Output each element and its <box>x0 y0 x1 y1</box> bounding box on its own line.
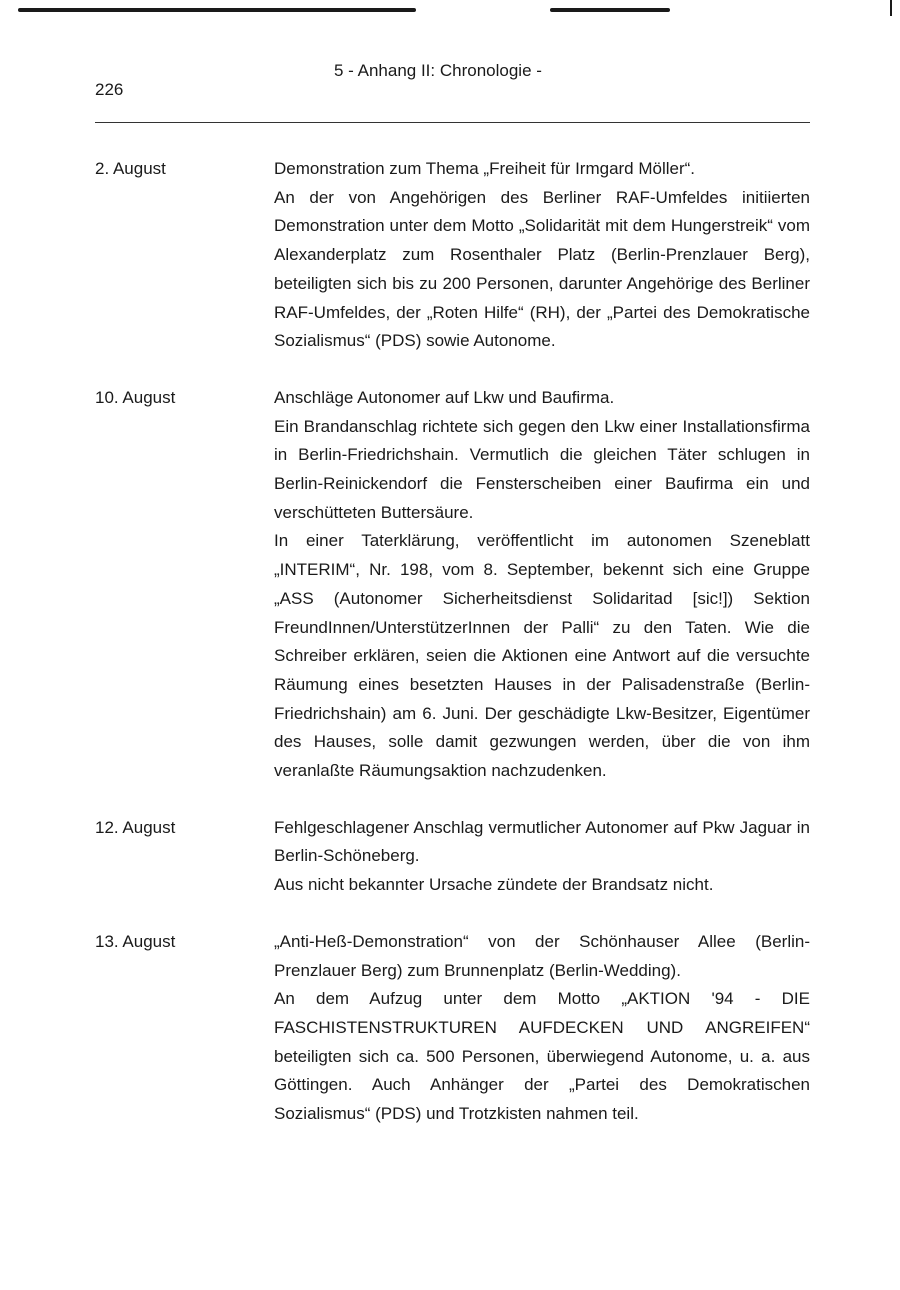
entry-heading: Fehlgeschlagener Anschlag vermutlicher Autonomer auf Pkw Jaguar in Berlin-Schöneberg. <box>274 817 810 866</box>
chronology-entries <box>95 155 810 1157</box>
entry-date: 10. August <box>95 387 176 407</box>
chronology-entry <box>95 928 810 1129</box>
entry-paragraph: An dem Aufzug unter dem Motto „AKTION '94 - DIE FASCHISTENSTRUKTUREN AUFDECKEN UND ANGREIFEN“ beteiligten sich ca. 500 Personen, überwiegend Autonome, u. a. aus Göttingen. Auch Anhänger der „Partei des Demokratischen Sozialismus“ (PDS) und Trotzkisten nahmen teil. <box>274 989 810 1124</box>
chronology-entry <box>95 155 810 356</box>
entry-date: 13. August <box>95 931 176 951</box>
scan-artifact-bar-right <box>550 8 670 12</box>
header-rule <box>95 122 810 123</box>
chronology-entry <box>95 814 810 900</box>
scan-artifact-bar-left <box>18 8 416 12</box>
entry-heading: Demonstration zum Thema „Freiheit für Irmgard Möller“. <box>274 159 696 178</box>
entry-body <box>274 384 810 786</box>
entry-body <box>274 814 810 900</box>
entry-date: 12. August <box>95 817 176 837</box>
entry-body <box>274 155 810 356</box>
entry-paragraph: Aus nicht bekannter Ursache zündete der Brandsatz nicht. <box>274 875 714 895</box>
entry-body <box>274 928 810 1129</box>
chronology-entry <box>95 384 810 786</box>
entry-paragraph: Ein Brandanschlag richtete sich gegen den Lkw einer Installationsfirma in Berlin-Friedrichshain. Vermutlich die gleichen Täter schlugen in Berlin-Reinickendorf die Fensterscheiben einer Baufirma ein und verschütteten Buttersäure. <box>274 416 810 522</box>
entry-date: 2. August <box>95 159 166 178</box>
entry-paragraph: In einer Taterklärung, veröffentlicht im autonomen Szeneblatt „INTERIM“, Nr. 198, vom 8. September, bekennt sich eine Gruppe „ASS (Autonomer Sicherheitsdienst Solidaritad [sic!]) Sektion FreundInnen/UnterstützerInnen der Palli“ zu den Taten. Wie die Schreiber erklären, seien die Aktionen eine Antwort auf die versuchte Räumung eines besetzten Hauses in der Palisadenstraße (Berlin-Friedrichshain) am 6. Juni. Der geschädigte Lkw-Besitzer, Eigentümer des Hauses, solle damit gezwungen werden, über die von ihm veranlaßte Räumungsaktion nachzudenken. <box>274 531 810 781</box>
page-number: 226 <box>95 80 124 99</box>
entry-heading: Anschläge Autonomer auf Lkw und Baufirma. <box>274 387 615 407</box>
scan-artifact-tick <box>890 0 892 16</box>
running-header: 5 - Anhang II: Chronologie - <box>334 61 542 80</box>
entry-heading: „Anti-Heß-Demonstration“ von der Schönhauser Allee (Berlin-Prenzlauer Berg) zum Brunnenplatz (Berlin-Wedding). <box>274 931 810 980</box>
entry-paragraph: An der von Angehörigen des Berliner RAF-Umfeldes initiierten Demonstration unter dem Motto „Solidarität mit dem Hungerstreik“ vom Alexanderplatz zum Rosenthaler Platz (Berlin-Prenzlauer Berg), beteiligten sich bis zu 200 Personen, darunter Angehörige des Berliner RAF-Umfeldes, der „Roten Hilfe“ (RH), der „Partei des Demokratische Sozialismus“ (PDS) sowie Autonome. <box>274 187 810 351</box>
